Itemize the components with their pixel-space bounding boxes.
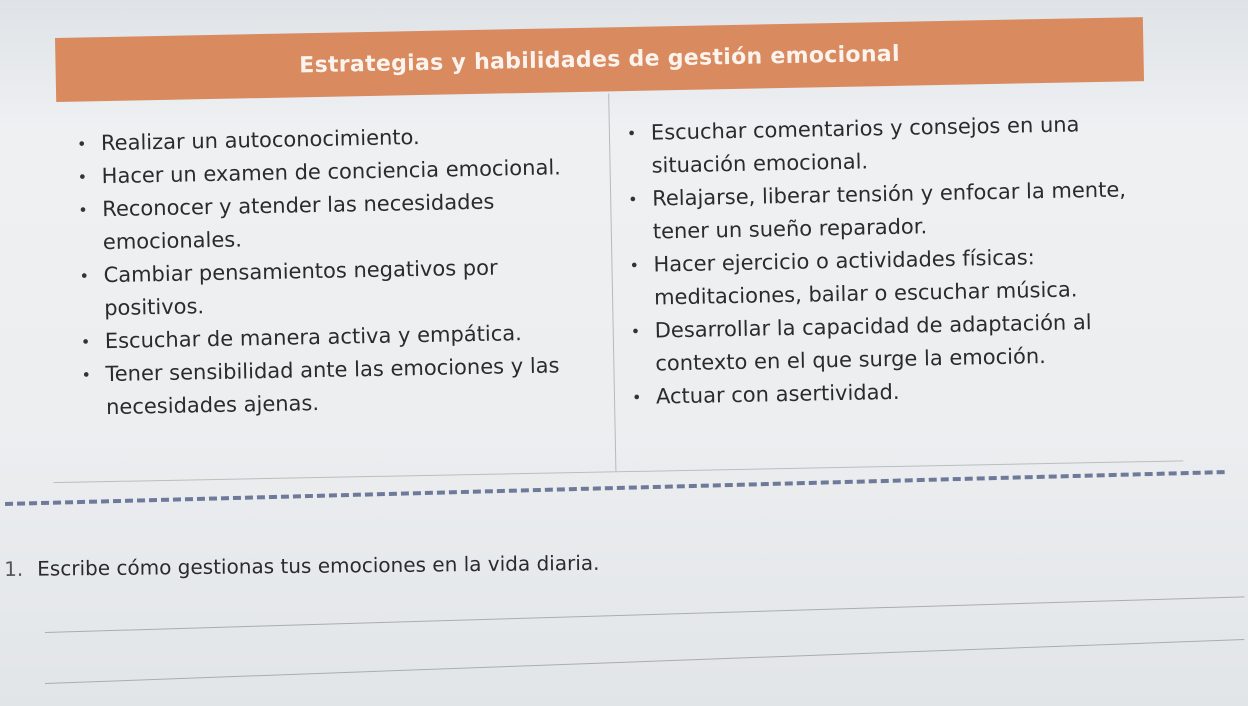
bullet-icon: • — [80, 332, 91, 352]
bullet-icon: • — [81, 365, 92, 385]
column-divider — [608, 93, 616, 471]
bullet-icon: • — [77, 167, 88, 187]
question-text: Escribe cómo gestionas tus emociones en la vida diaria. — [37, 550, 600, 581]
list-item: • Reconocer y atender las necesidades emocionales. — [78, 189, 495, 255]
bullet-icon: • — [626, 123, 637, 144]
bullet-icon: • — [628, 189, 638, 210]
list-item: • Cambiar pensamientos negativos por positivos. — [79, 255, 498, 321]
list-item: • Escuchar comentarios y consejos en una situación emocional. — [626, 112, 1080, 178]
bullet-icon: • — [79, 266, 90, 286]
strategies-table — [55, 17, 1151, 488]
table-title: Estrategias y habilidades de gestión emocional — [299, 41, 901, 78]
right-column — [627, 107, 1143, 414]
list-item: • Relajarse, liberar tensión y enfocar la mente, tener un sueño reparador. — [628, 177, 1127, 244]
bullet-icon: • — [78, 200, 88, 220]
list-item: • Hacer ejercicio o actividades físicas: meditaciones, bailar o escuchar música. — [629, 245, 1078, 310]
left-column — [77, 118, 603, 425]
list-item: • Escuchar de manera activa y empática. — [81, 316, 602, 359]
bullet-icon: • — [630, 321, 641, 341]
question-number: 1. — [4, 556, 24, 581]
list-item: • Realizar un autoconocimiento. — [77, 118, 598, 161]
bullet-icon: • — [629, 255, 640, 276]
list-item: • Actuar con asertividad. — [632, 371, 1143, 414]
list-item: • Desarrollar la capacidad de adaptación al contexto en el que surge la emoción. — [630, 310, 1092, 376]
list-item: • Tener sensibilidad ante las emociones y las necesidades ajenas. — [81, 353, 560, 420]
bullet-icon: • — [76, 134, 87, 154]
list-item: • Hacer un examen de conciencia emocional. — [77, 151, 598, 194]
bullet-icon: • — [631, 387, 642, 407]
